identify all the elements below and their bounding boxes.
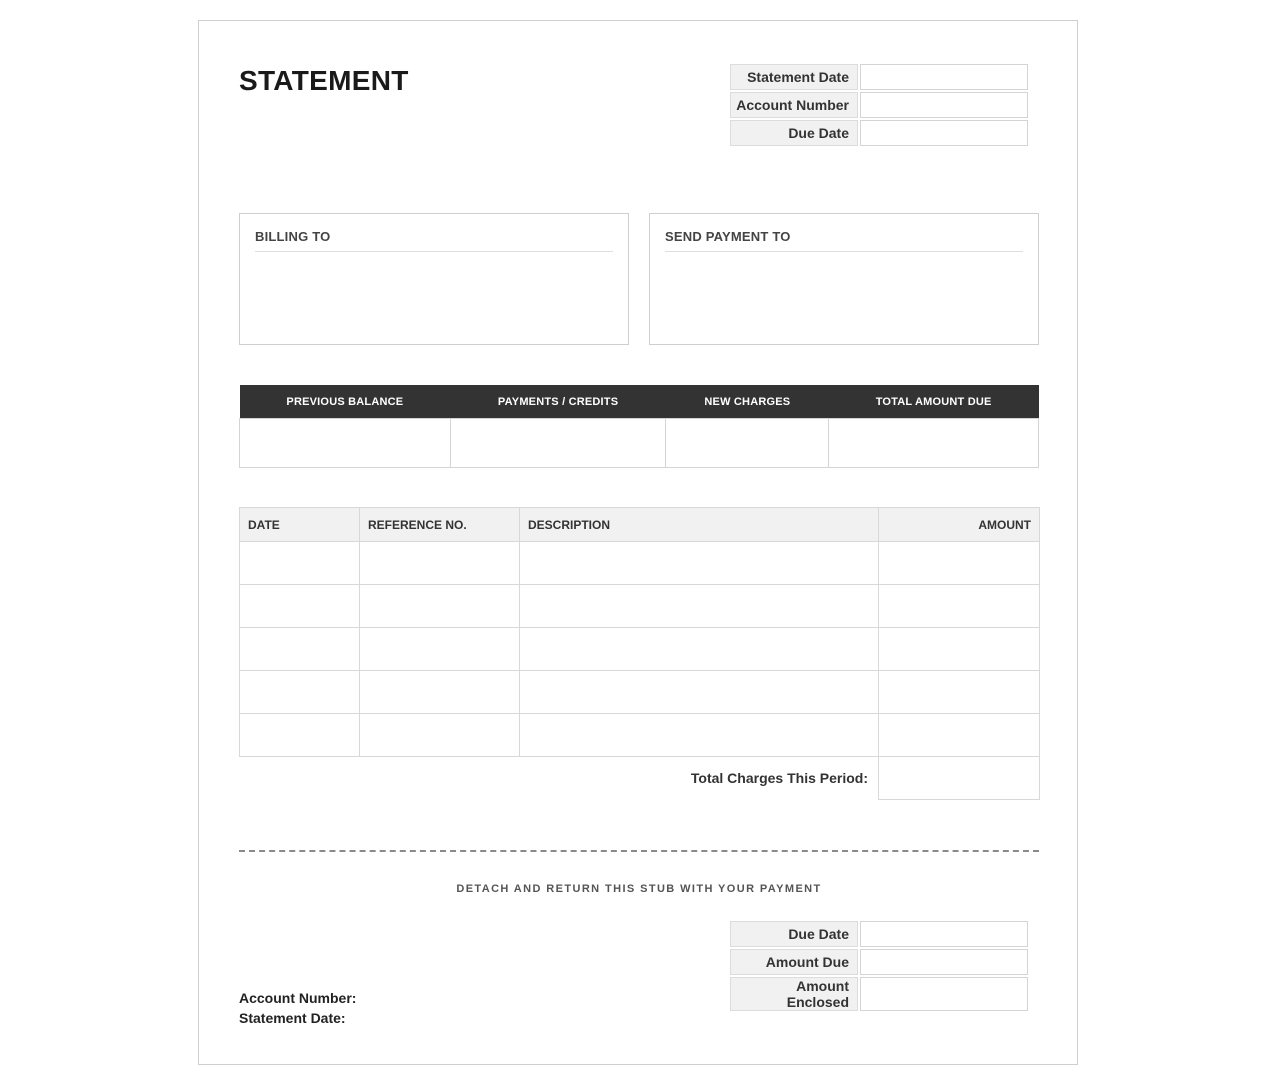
summary-header-row xyxy=(240,385,1039,419)
stub-amount-due-label: Amount Due xyxy=(730,949,858,975)
total-charges-label: Total Charges This Period: xyxy=(690,770,868,787)
amount-cell[interactable] xyxy=(879,628,1040,671)
billing-to-heading: BILLING TO xyxy=(255,229,613,252)
table-row xyxy=(240,714,1040,757)
amount-column-header: AMOUNT xyxy=(879,508,1040,542)
amount-cell[interactable] xyxy=(879,585,1040,628)
line-items-table xyxy=(239,507,1040,800)
date-cell[interactable] xyxy=(240,628,360,671)
detach-cut-line xyxy=(239,850,1039,852)
reference-column-header: REFERENCE NO. xyxy=(360,508,520,542)
date-cell[interactable] xyxy=(240,585,360,628)
amount-cell[interactable] xyxy=(879,542,1040,585)
new-charges-cell[interactable] xyxy=(666,419,829,468)
reference-cell[interactable] xyxy=(360,671,520,714)
summary-value-row xyxy=(240,419,1039,468)
stub-fields-table xyxy=(728,919,1030,1013)
reference-cell[interactable] xyxy=(360,714,520,757)
reference-cell[interactable] xyxy=(360,542,520,585)
table-row xyxy=(240,628,1040,671)
due-date-field[interactable] xyxy=(860,120,1028,146)
description-cell[interactable] xyxy=(520,628,879,671)
stub-amount-enclosed-row xyxy=(730,977,1028,1011)
header-fields-table xyxy=(728,62,1030,148)
statement-date-label: Statement Date xyxy=(730,64,858,90)
balance-summary-table xyxy=(239,385,1039,468)
reference-cell[interactable] xyxy=(360,628,520,671)
account-number-row xyxy=(730,92,1028,118)
page-title: STATEMENT xyxy=(239,65,409,96)
date-cell[interactable] xyxy=(240,671,360,714)
date-cell[interactable] xyxy=(240,714,360,757)
table-row xyxy=(240,542,1040,585)
stub-amount-due-field[interactable] xyxy=(860,949,1028,975)
stub-due-date-field[interactable] xyxy=(860,921,1028,947)
date-column-header: DATE xyxy=(240,508,360,542)
amount-cell[interactable] xyxy=(879,671,1040,714)
stub-statement-date-label: Statement Date: xyxy=(239,1010,346,1026)
table-row xyxy=(240,671,1040,714)
due-date-label: Due Date xyxy=(730,120,858,146)
description-cell[interactable] xyxy=(520,585,879,628)
stub-amount-enclosed-field[interactable] xyxy=(860,977,1028,1011)
description-column-header: DESCRIPTION xyxy=(520,508,879,542)
stub-due-date-label: Due Date xyxy=(730,921,858,947)
description-cell[interactable] xyxy=(520,671,879,714)
statement-page xyxy=(198,20,1078,1065)
billing-to-box[interactable] xyxy=(239,213,629,345)
table-row xyxy=(240,585,1040,628)
total-amount-due-header: TOTAL AMOUNT DUE xyxy=(829,385,1039,419)
payments-credits-cell[interactable] xyxy=(450,419,666,468)
reference-cell[interactable] xyxy=(360,585,520,628)
stub-due-date-row xyxy=(730,921,1028,947)
stub-amount-due-row xyxy=(730,949,1028,975)
stub-account-number-label: Account Number: xyxy=(239,990,357,1006)
previous-balance-header: PREVIOUS BALANCE xyxy=(240,385,451,419)
statement-date-field[interactable] xyxy=(860,64,1028,90)
description-cell[interactable] xyxy=(520,714,879,757)
total-charges-field[interactable] xyxy=(879,757,1040,800)
detach-instruction: DETACH AND RETURN THIS STUB WITH YOUR PAYMENT xyxy=(456,883,822,895)
send-payment-to-heading: SEND PAYMENT TO xyxy=(665,229,1023,252)
previous-balance-cell[interactable] xyxy=(240,419,451,468)
date-cell[interactable] xyxy=(240,542,360,585)
stub-account-info xyxy=(239,988,356,1028)
send-payment-to-box[interactable] xyxy=(649,213,1039,345)
due-date-row xyxy=(730,120,1028,146)
amount-cell[interactable] xyxy=(879,714,1040,757)
new-charges-header: NEW CHARGES xyxy=(666,385,829,419)
payments-credits-header: PAYMENTS / CREDITS xyxy=(450,385,666,419)
total-charges-row xyxy=(240,757,1040,800)
statement-date-row xyxy=(730,64,1028,90)
stub-amount-enclosed-label: Amount Enclosed xyxy=(730,977,858,1011)
total-amount-due-cell[interactable] xyxy=(829,419,1039,468)
account-number-field[interactable] xyxy=(860,92,1028,118)
items-header-row xyxy=(240,508,1040,542)
description-cell[interactable] xyxy=(520,542,879,585)
account-number-label: Account Number xyxy=(730,92,858,118)
